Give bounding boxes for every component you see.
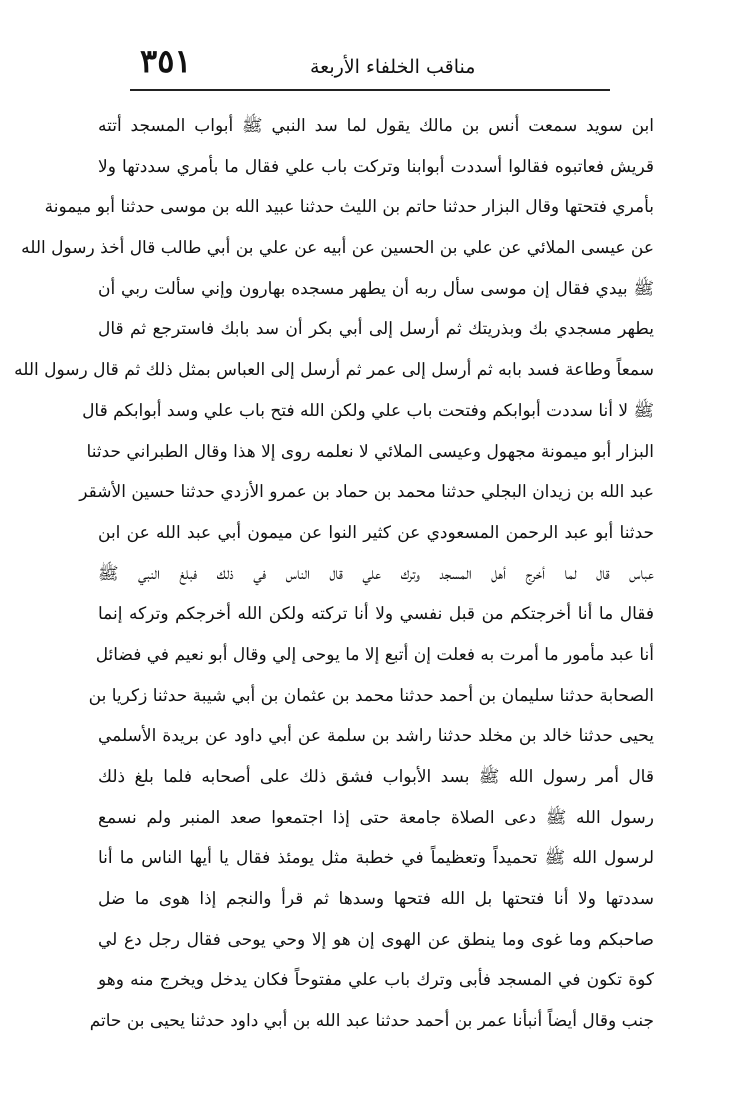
text-line-5: ﷺ بيدي فقال إن موسى سأل ربه أن يطهر مسجده بهارون وإني سألت ربي أن	[98, 278, 654, 299]
text-line-7: سمعاً وطاعة فسد بابه ثم أرسل إلى عمر ثم أرسل إلى العباس بمثل ذلك ثم قال رسول الله	[14, 360, 654, 381]
running-title: مناقب الخلفاء الأربعة	[310, 56, 476, 78]
text-line-1: ابن سويد سمعت أنس بن مالك يقول لما سد النبي ﷺ أبواب المسجد أتته	[98, 116, 654, 136]
text-line-23: جنب وقال أيضاً أنبأنا عمر بن أحمد حدثنا عبد الله بن أبي داود حدثنا يحيى بن حاتم	[89, 1011, 654, 1032]
text-line-14: أنا عبد مأمور ما أمرت به فعلت إن أتبع إلا ما يوحى إلي وقال أبو نعيم في فضائل	[95, 644, 654, 665]
text-line-12: عباس قال لما أخرج أهل المسجد وترك علي قال الناس في ذلك فبلغ النبي ﷺ	[98, 563, 654, 584]
text-line-22: كوة تكون في المسجد فأبى وترك باب علي مفتوحاً فكان يدخل ويخرج منه وهو	[98, 970, 654, 991]
text-line-10: عبد الله بن زيدان البجلي حدثنا محمد بن حماد بن عمرو الأزدي حدثنا حسين الأشقر	[79, 482, 654, 503]
text-line-17: قال أمر رسول الله ﷺ بسد الأبواب فشق ذلك على أصحابه فلما بلغ ذلك	[98, 767, 654, 787]
text-line-13: فقال ما أنا أخرجتكم من قبل نفسي ولا أنا تركته ولكن الله أخرجكم وتركه إنما	[98, 604, 654, 625]
text-line-18: رسول الله ﷺ دعى الصلاة جامعة حتى إذا اجتمعوا صعد المنبر ولم نسمع	[98, 807, 654, 828]
text-line-11: حدثنا أبو عبد الرحمن المسعودي عن كثير النوا عن ميمون أبي عبد الله عن ابن	[98, 522, 654, 543]
text-line-19: لرسول الله ﷺ تحميداً وتعظيماً في خطبة مثل يومئذ فقال يا أيها الناس ما أنا	[98, 848, 654, 869]
text-line-20: سددتها ولا أنا فتحتها بل الله فتحها وسدها ثم قرأ والنجم إذا هوى ما ضل	[98, 889, 654, 910]
text-line-16: يحيى حدثنا خالد بن مخلد حدثنا راشد بن سلمة عن أبي داود عن بريدة الأسلمي	[98, 726, 654, 747]
body-text	[14, 106, 654, 1042]
text-line-3: بأمري فتحتها وقال البزار حدثنا حاتم بن الليث حدثنا عبيد الله بن موسى حدثنا أبو ميمونة	[44, 197, 654, 218]
text-line-2: قريش فعاتبوه فقالوا أسددت أبوابنا وتركت باب علي فقال ما بأمري سددتها ولا	[98, 156, 654, 177]
text-line-8: ﷺ لا أنا سددت أبوابكم وفتحت باب علي ولكن الله فتح باب علي وسد أبوابكم قال	[82, 400, 654, 421]
text-line-9: البزار أبو ميمونة مجهول وعيسى الملائي لا نعلمه روى إلا هذا وقال الطبراني حدثنا	[86, 441, 654, 462]
text-line-6: يطهر مسجدي بك وبذريتك ثم أرسل إلى أبي بكر أن سد بابك فاسترجع ثم قال	[98, 319, 654, 340]
text-line-4: عن عيسى الملائي عن علي بن الحسين عن أبيه عن علي بن أبي طالب قال أخذ رسول الله	[21, 238, 654, 259]
text-line-15: الصحابة حدثنا سليمان بن أحمد حدثنا محمد بن عثمان بن أبي شيبة حدثنا زكريا بن	[88, 685, 654, 706]
header-divider	[130, 89, 610, 91]
page-header	[100, 40, 640, 90]
page-number: ٣٥١	[140, 42, 192, 80]
text-line-21: صاحبكم وما غوى وما ينطق عن الهوى إن هو إلا وحي يوحى فقال رجل دع لي	[98, 929, 654, 950]
